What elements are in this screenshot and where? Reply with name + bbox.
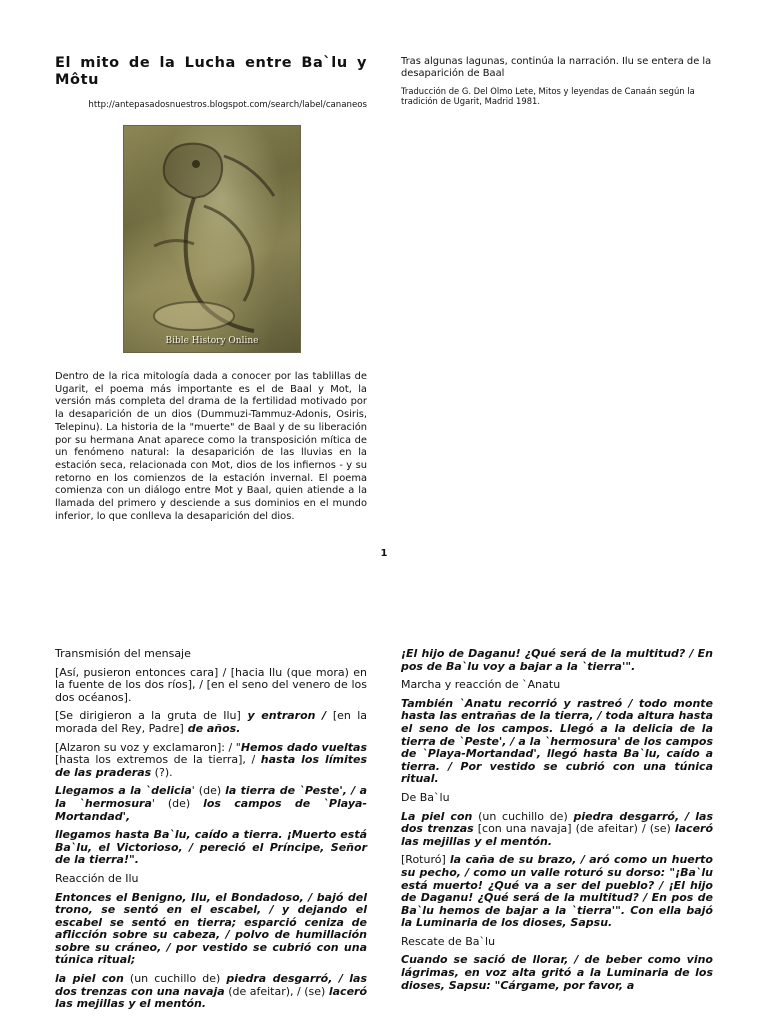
text-span: laceró las mejillas y el mentón. bbox=[401, 822, 714, 848]
section-heading: Marcha y reacción de `Anatu bbox=[401, 678, 561, 692]
text-span: piedra desgarró, / las dos trenzas bbox=[401, 809, 713, 836]
text-span: ' (de) bbox=[151, 796, 204, 810]
paragraph: llegamos hasta Ba`lu, caído a tierra. ¡Muerto está Ba`lu, el Victorioso, / pereció el Príncipe, Señor de la tierra!". bbox=[55, 828, 367, 867]
text-span: (de afeitar), / (se) bbox=[224, 984, 326, 998]
paragraph: Cuando se sació de llorar, / de beber como vino lágrimas, en voz alta gritó a la Luminaria de los dioses, Sapsu: "Cárgame, por favor, a bbox=[401, 953, 713, 992]
continuation-note: Tras algunas lagunas, continúa la narración. Ilu se entera de la desaparición de Baal bbox=[401, 56, 712, 79]
text-span: hasta los límites de las praderas bbox=[55, 753, 367, 779]
paragraph: ¡El hijo de Daganu! ¿Qué será de la multitud? / En pos de Ba`lu voy a bajar a la `tierra'". bbox=[401, 647, 713, 673]
text-span: y entraron / bbox=[240, 709, 333, 723]
paragraph bbox=[401, 811, 713, 849]
paragraph bbox=[55, 785, 367, 823]
text-span: [con una navaja] (de afeitar) / (se) bbox=[473, 822, 675, 836]
section-heading: Transmisión del mensaje bbox=[55, 647, 191, 660]
right-column bbox=[401, 0, 713, 106]
text-span: la piel con bbox=[55, 972, 124, 986]
text-span: la caña de su brazo, / aró como un huerto su pecho, / como un valle roturó su dorso: "¡Ba`lu está muerto! ¿Qué va a ser del pueblo? / ¡El hijo de Daganu! ¿Qué será de la multitud? / En pos de Ba`lu hemos de bajar a la `tierra'". Con ella bajó la Luminaria de los dioses, Sapsu. bbox=[401, 853, 713, 930]
intro-paragraph: Dentro de la rica mitología dada a conocer por las tablillas de Ugarit, el poema más importante es el de Baal y Mot, la versión más completa del drama de la fertilidad motivado por la desaparición de un dios (Dummuzi-Tammuz-Adonis, Osiris, Telepinu). La historia de la "muerte" de Baal y de su liberación por su hermana Anat aparece como la transposición mítica de un fenómeno natural: la desaparición de las lluvias en la estación seca, relacionada con Mot, dios de los infiernos - y su retorno en los comienzos de la estación invernal. El poema comienza con un diálogo entre Mot y Baal, quien atiende a la llamada del primero y desciende a sus dominios en el mundo inferior, lo que conlleva la desaparición del dios. bbox=[55, 371, 367, 522]
text-span: (un cuchillo de) bbox=[123, 972, 227, 986]
text-span: de años. bbox=[183, 721, 241, 735]
section-heading: Rescate de Ba`lu bbox=[401, 934, 496, 948]
paragraph: También `Anatu recorrió y rastreó / todo monte hasta las entrañas de la tierra, / toda altura hasta el seno de los campos. Llegó a la delicia de la tierra de `Peste', / a la `hermosura' de los campos de `Playa-Mortandad', llegó hasta Ba`lu, caído a tierra. / Por vestido se cubrió con una túnica ritual. bbox=[401, 696, 713, 786]
text-span: [hasta los extremos de la tierra], / bbox=[55, 753, 261, 767]
relief-image bbox=[123, 125, 301, 353]
text-span: los campos de `Playa-Mortandad', bbox=[55, 796, 367, 823]
text-span: Hemos dado vueltas bbox=[240, 740, 367, 754]
paragraph bbox=[55, 742, 367, 780]
text-span: ' (de) bbox=[191, 784, 226, 798]
paragraph bbox=[401, 854, 713, 930]
translation-citation: Traducción de G. Del Olmo Lete, Mitos y leyendas de Canaán según la tradición de Ugarit, Madrid 1981. bbox=[401, 86, 695, 106]
left-column bbox=[55, 0, 367, 523]
text-span: piedra desgarró, / las dos trenzas con una navaja bbox=[55, 972, 367, 998]
text-span: [Roturó] bbox=[401, 853, 450, 867]
text-span: (un cuchillo de) bbox=[472, 809, 574, 823]
right-column bbox=[401, 648, 713, 998]
paragraph bbox=[55, 710, 367, 735]
paragraph bbox=[55, 973, 367, 1011]
image-caption: Bible History Online bbox=[165, 336, 259, 346]
section-heading: De Ba`lu bbox=[401, 790, 450, 804]
text-span: [en la morada del Rey, Padre] bbox=[55, 709, 367, 735]
paragraph: [Así, pusieron entonces cara] / [hacia Ilu (que mora) en la fuente de los dos ríos], / [en el seno del venero de los dos océanos]. bbox=[55, 665, 367, 704]
text-span: la tierra de `Peste', / a la `hermosura bbox=[55, 784, 367, 810]
text-span: laceró las mejillas y el mentón. bbox=[55, 984, 368, 1011]
document-page-2 bbox=[0, 640, 768, 1024]
text-span: (?). bbox=[151, 765, 173, 779]
text-span: La piel con bbox=[401, 809, 473, 823]
text-span: [Se dirigieron a la gruta de Ilu] bbox=[55, 709, 241, 723]
section-heading: Reacción de Ilu bbox=[55, 871, 139, 885]
relief-figure-drawing bbox=[124, 126, 301, 353]
text-span: [Alzaron su voz y exclamaron]: / " bbox=[55, 740, 241, 754]
page-number: 1 bbox=[380, 548, 388, 559]
source-url: http://antepasadosnuestros.blogspot.com/search/label/cananeos bbox=[88, 100, 367, 110]
document-title: El mito de la Lucha entre Ba`lu y Môtu bbox=[55, 55, 367, 88]
left-column bbox=[55, 648, 367, 1017]
paragraph: Entonces el Benigno, Ilu, el Bondadoso, / bajó del trono, se sentó en el escabel, / y dejando el escabel se sentó en tierra; esparció ceniza de aflicción sobre su cabeza, / polvo de humillación sobre su cráneo, / por vestido se cubrió con una túnica ritual; bbox=[55, 890, 367, 967]
text-span: Llegamos a la `delicia bbox=[55, 784, 192, 798]
